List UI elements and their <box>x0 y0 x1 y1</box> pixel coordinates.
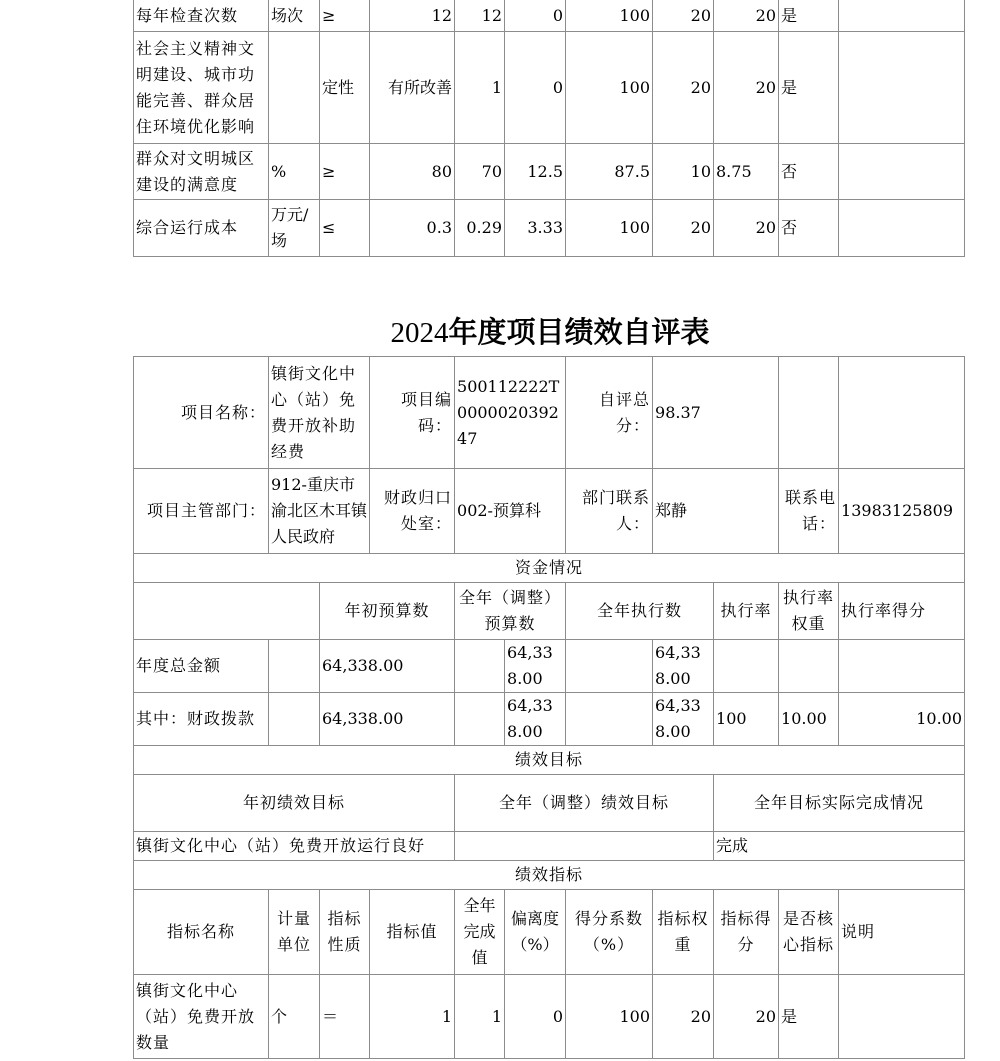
indicator-nature: 定性 <box>320 32 370 144</box>
info-row <box>134 357 965 469</box>
indicator-name: 镇街文化中心（站）免费开放数量 <box>134 975 269 1059</box>
goal-actual: 完成 <box>714 832 965 861</box>
table-row <box>134 32 965 144</box>
indicator-core: 否 <box>779 200 839 257</box>
funds-rate-weight: 10.00 <box>779 693 839 746</box>
page-title <box>0 312 1000 353</box>
funds-executed: 64,338.00 <box>653 640 714 693</box>
indicator-nature: ≥ <box>320 0 370 32</box>
indicator-coef: 100 <box>566 975 653 1059</box>
funds-header-adjusted: 全年（调整）预算数 <box>455 583 566 640</box>
indicator-weight: 10 <box>653 144 714 200</box>
table-row <box>134 200 965 257</box>
funds-initial: 64,338.00 <box>320 640 455 693</box>
project-code: 500112222T000002039247 <box>455 357 566 469</box>
indicator-core: 是 <box>779 32 839 144</box>
indicator-coef: 100 <box>566 32 653 144</box>
ind-header-core: 是否核心指标 <box>779 890 839 975</box>
indicator-note <box>839 144 965 200</box>
goals-header-initial: 年初绩效目标 <box>134 775 455 832</box>
indicator-score: 20 <box>714 0 779 32</box>
indicator-deviation: 0 <box>505 975 566 1059</box>
empty-cell <box>566 640 653 693</box>
indicator-deviation: 0 <box>505 32 566 144</box>
indicator-actual: 0.29 <box>455 200 505 257</box>
indicator-table-continued <box>133 0 965 257</box>
funds-section-title: 资金情况 <box>134 554 965 583</box>
table-row <box>134 975 965 1059</box>
ind-header-name: 指标名称 <box>134 890 269 975</box>
funds-row <box>134 693 965 746</box>
empty-cell <box>839 357 965 469</box>
project-code-label: 项目编码： <box>370 357 455 469</box>
contact-label: 部门联系人： <box>566 469 653 554</box>
indicator-core: 是 <box>779 975 839 1059</box>
funds-executed: 64,338.00 <box>653 693 714 746</box>
indicator-nature: ≥ <box>320 144 370 200</box>
indicator-deviation: 12.5 <box>505 144 566 200</box>
indicator-actual: 1 <box>455 975 505 1059</box>
indicator-weight: 20 <box>653 200 714 257</box>
indicator-coef: 100 <box>566 0 653 32</box>
funds-header-initial: 年初预算数 <box>320 583 455 640</box>
empty-cell <box>779 357 839 469</box>
indicator-target: 12 <box>370 0 455 32</box>
project-name: 镇街文化中心（站）免费开放补助经费 <box>269 357 370 469</box>
funds-adjusted: 64,338.00 <box>505 640 566 693</box>
table-row <box>134 0 965 32</box>
goal-initial: 镇街文化中心（站）免费开放运行良好 <box>134 832 455 861</box>
ind-header-value: 指标值 <box>370 890 455 975</box>
indicator-deviation: 3.33 <box>505 200 566 257</box>
indicator-nature: ≤ <box>320 200 370 257</box>
ind-header-score: 指标得分 <box>714 890 779 975</box>
title-year: 2024 <box>390 317 449 349</box>
indicator-core: 否 <box>779 144 839 200</box>
title-text: 年度项目绩效自评表 <box>448 315 710 349</box>
indicator-core: 是 <box>779 0 839 32</box>
funds-header-rate-score: 执行率得分 <box>839 583 965 640</box>
ind-header-note: 说明 <box>839 890 965 975</box>
dept: 912-重庆市渝北区木耳镇人民政府 <box>269 469 370 554</box>
indicator-note <box>839 200 965 257</box>
indicator-unit: 万元/场 <box>269 200 320 257</box>
indicator-score: 20 <box>714 975 779 1059</box>
goals-header-row <box>134 775 965 832</box>
funds-row <box>134 640 965 693</box>
indicator-unit: 场次 <box>269 0 320 32</box>
empty-cell <box>566 693 653 746</box>
funds-header-row <box>134 583 965 640</box>
ind-header-actual: 全年完成值 <box>455 890 505 975</box>
indicator-name: 群众对文明城区建设的满意度 <box>134 144 269 200</box>
funds-header-executed: 全年执行数 <box>566 583 714 640</box>
finance-office: 002-预算科 <box>455 469 566 554</box>
ind-header-weight: 指标权重 <box>653 890 714 975</box>
indicator-score: 8.75 <box>714 144 779 200</box>
ind-header-deviation: 偏离度（%） <box>505 890 566 975</box>
funds-rate-weight <box>779 640 839 693</box>
indicator-unit <box>269 32 320 144</box>
funds-adjusted: 64,338.00 <box>505 693 566 746</box>
empty-cell <box>455 640 505 693</box>
indicator-name: 社会主义精神文明建设、城市功能完善、群众居住环境优化影响 <box>134 32 269 144</box>
empty-cell <box>455 693 505 746</box>
funds-header-rate-weight: 执行率权重 <box>779 583 839 640</box>
section-row <box>134 746 965 775</box>
indicator-weight: 20 <box>653 0 714 32</box>
indicator-coef: 100 <box>566 200 653 257</box>
indicator-score: 20 <box>714 200 779 257</box>
ind-header-coef: 得分系数（%） <box>566 890 653 975</box>
table-row <box>134 144 965 200</box>
indicator-actual: 70 <box>455 144 505 200</box>
indicator-deviation: 0 <box>505 0 566 32</box>
indicator-score: 20 <box>714 32 779 144</box>
funds-initial: 64,338.00 <box>320 693 455 746</box>
self-score: 98.37 <box>653 357 779 469</box>
funds-header-rate: 执行率 <box>714 583 779 640</box>
indicator-coef: 87.5 <box>566 144 653 200</box>
funds-row-label: 其中：财政拨款 <box>134 693 269 746</box>
empty-cell <box>134 583 320 640</box>
indicators-section-title: 绩效指标 <box>134 861 965 890</box>
indicator-unit: 个 <box>269 975 320 1059</box>
indicators-header-row <box>134 890 965 975</box>
finance-office-label: 财政归口处室： <box>370 469 455 554</box>
contact: 郑静 <box>653 469 779 554</box>
funds-rate <box>714 640 779 693</box>
funds-rate: 100 <box>714 693 779 746</box>
indicator-unit: % <box>269 144 320 200</box>
indicator-target: 0.3 <box>370 200 455 257</box>
indicator-note <box>839 975 965 1059</box>
phone-label: 联系电话： <box>779 469 839 554</box>
funds-row-label: 年度总金额 <box>134 640 269 693</box>
section-row <box>134 861 965 890</box>
funds-rate-score <box>839 640 965 693</box>
dept-label: 项目主管部门： <box>134 469 269 554</box>
goals-section-title: 绩效目标 <box>134 746 965 775</box>
goals-row <box>134 832 965 861</box>
empty-cell <box>269 693 320 746</box>
indicator-target: 80 <box>370 144 455 200</box>
indicator-nature: ＝ <box>320 975 370 1059</box>
indicator-target: 有所改善 <box>370 32 455 144</box>
project-name-label: 项目名称： <box>134 357 269 469</box>
indicator-name: 综合运行成本 <box>134 200 269 257</box>
indicator-weight: 20 <box>653 32 714 144</box>
indicator-note <box>839 0 965 32</box>
self-evaluation-table <box>133 356 965 1059</box>
section-row <box>134 554 965 583</box>
info-row <box>134 469 965 554</box>
self-score-label: 自评总分： <box>566 357 653 469</box>
indicator-actual: 1 <box>455 32 505 144</box>
indicator-name: 每年检查次数 <box>134 0 269 32</box>
goal-adjusted <box>455 832 714 861</box>
ind-header-nature: 指标性质 <box>320 890 370 975</box>
indicator-note <box>839 32 965 144</box>
indicator-weight: 20 <box>653 975 714 1059</box>
empty-cell <box>269 640 320 693</box>
phone: 13983125809 <box>839 469 965 554</box>
ind-header-unit: 计量单位 <box>269 890 320 975</box>
indicator-actual: 12 <box>455 0 505 32</box>
indicator-value: 1 <box>370 975 455 1059</box>
funds-rate-score: 10.00 <box>839 693 965 746</box>
goals-header-actual: 全年目标实际完成情况 <box>714 775 965 832</box>
goals-header-adjusted: 全年（调整）绩效目标 <box>455 775 714 832</box>
